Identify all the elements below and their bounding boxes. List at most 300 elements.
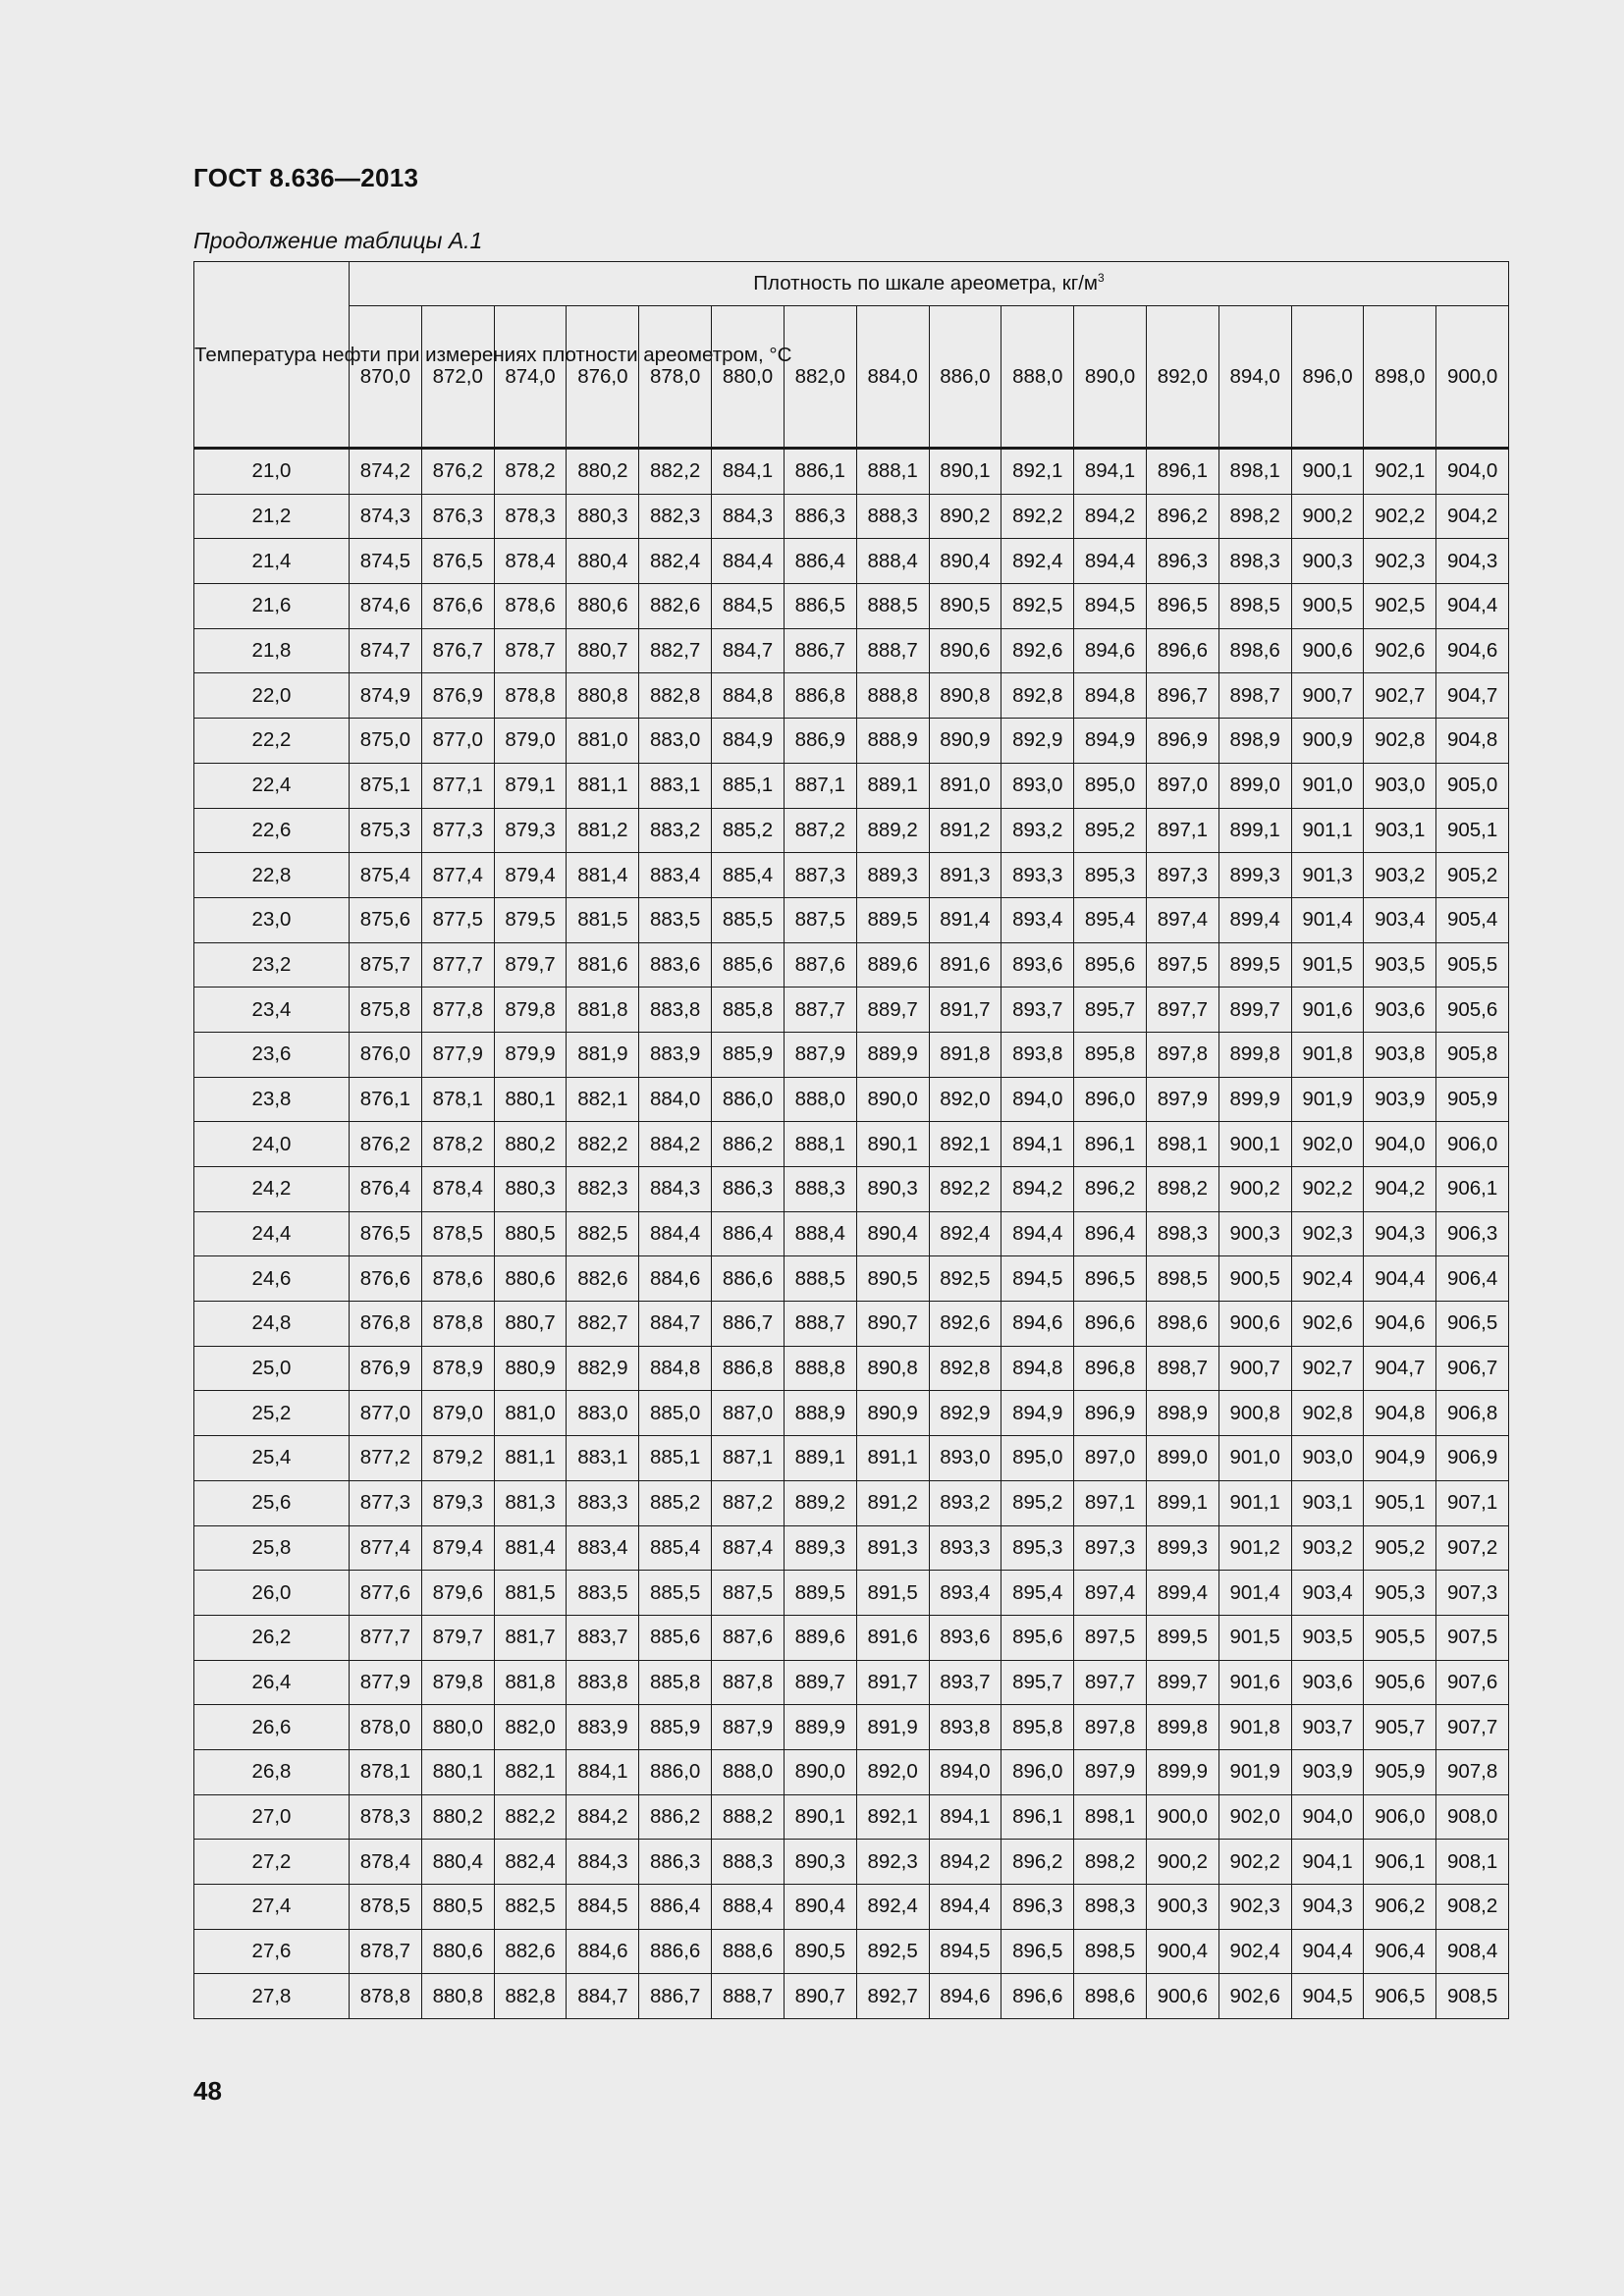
density-cell: 890,6 — [929, 628, 1001, 673]
density-cell: 888,7 — [856, 628, 929, 673]
density-cell: 894,9 — [1074, 719, 1147, 764]
density-cell: 880,5 — [494, 1211, 567, 1256]
density-cell: 902,3 — [1364, 539, 1436, 584]
density-cell: 880,0 — [421, 1705, 494, 1750]
density-cell: 882,3 — [639, 494, 712, 539]
density-cell: 894,6 — [1074, 628, 1147, 673]
density-cell: 888,1 — [784, 1122, 856, 1167]
density-cell: 886,4 — [712, 1211, 785, 1256]
density-cell: 884,5 — [567, 1885, 639, 1930]
density-cell: 904,7 — [1436, 673, 1509, 719]
table-row — [194, 1211, 1509, 1256]
density-cell: 881,6 — [567, 942, 639, 988]
density-cell: 882,8 — [639, 673, 712, 719]
density-cell: 893,0 — [929, 1436, 1001, 1481]
density-cell: 902,0 — [1291, 1122, 1364, 1167]
density-cell: 899,7 — [1146, 1660, 1218, 1705]
density-cell: 876,5 — [421, 539, 494, 584]
density-cell: 888,5 — [856, 584, 929, 629]
density-cell: 890,4 — [784, 1885, 856, 1930]
density-cell: 899,3 — [1218, 853, 1291, 898]
density-cell: 892,9 — [929, 1391, 1001, 1436]
temperature-cell: 21,0 — [194, 449, 350, 495]
density-cell: 892,6 — [929, 1302, 1001, 1347]
density-cell: 891,3 — [856, 1525, 929, 1571]
density-cell: 886,2 — [712, 1122, 785, 1167]
density-cell: 877,7 — [350, 1615, 422, 1660]
density-cell: 899,9 — [1146, 1749, 1218, 1794]
density-cell: 899,9 — [1218, 1077, 1291, 1122]
density-cell: 895,6 — [1001, 1615, 1074, 1660]
density-cell: 880,1 — [494, 1077, 567, 1122]
density-cell: 901,0 — [1291, 763, 1364, 808]
density-cell: 888,6 — [712, 1929, 785, 1974]
header-row-top — [194, 262, 1509, 306]
temperature-cell: 24,2 — [194, 1167, 350, 1212]
table-row — [194, 1256, 1509, 1302]
density-cell: 879,3 — [421, 1480, 494, 1525]
density-cell: 895,7 — [1074, 988, 1147, 1033]
density-cell: 897,4 — [1146, 897, 1218, 942]
density-cell: 877,8 — [421, 988, 494, 1033]
density-column-header: 876,0 — [567, 306, 639, 449]
density-cell: 906,9 — [1436, 1436, 1509, 1481]
density-cell: 880,7 — [494, 1302, 567, 1347]
density-cell: 877,9 — [350, 1660, 422, 1705]
density-cell: 887,1 — [712, 1436, 785, 1481]
density-cell: 903,4 — [1291, 1571, 1364, 1616]
density-cell: 894,8 — [1001, 1346, 1074, 1391]
table-row — [194, 1480, 1509, 1525]
density-cell: 902,2 — [1364, 494, 1436, 539]
density-cell: 894,1 — [1074, 449, 1147, 495]
density-cell: 891,7 — [929, 988, 1001, 1033]
density-cell: 894,1 — [929, 1794, 1001, 1840]
density-cell: 908,1 — [1436, 1840, 1509, 1885]
density-cell: 904,9 — [1364, 1436, 1436, 1481]
density-cell: 893,0 — [1001, 763, 1074, 808]
density-cell: 890,1 — [929, 449, 1001, 495]
density-cell: 886,2 — [639, 1794, 712, 1840]
density-cell: 881,4 — [567, 853, 639, 898]
density-cell: 892,6 — [1001, 628, 1074, 673]
density-cell: 900,6 — [1218, 1302, 1291, 1347]
density-cell: 884,2 — [567, 1794, 639, 1840]
density-cell: 894,9 — [1001, 1391, 1074, 1436]
temperature-cell: 25,8 — [194, 1525, 350, 1571]
density-cell: 876,9 — [350, 1346, 422, 1391]
density-cell: 890,3 — [784, 1840, 856, 1885]
density-cell: 892,4 — [1001, 539, 1074, 584]
density-cell: 896,7 — [1146, 673, 1218, 719]
density-cell: 881,7 — [494, 1615, 567, 1660]
density-cell: 876,2 — [421, 449, 494, 495]
density-cell: 896,1 — [1074, 1122, 1147, 1167]
density-cell: 881,2 — [567, 808, 639, 853]
density-cell: 891,0 — [929, 763, 1001, 808]
density-cell: 887,5 — [784, 897, 856, 942]
density-cell: 880,6 — [567, 584, 639, 629]
density-cell: 875,1 — [350, 763, 422, 808]
density-cell: 883,8 — [639, 988, 712, 1033]
density-cell: 898,5 — [1074, 1929, 1147, 1974]
density-cell: 891,2 — [929, 808, 1001, 853]
density-cell: 894,5 — [1001, 1256, 1074, 1302]
density-cell: 897,4 — [1074, 1571, 1147, 1616]
density-cell: 890,0 — [856, 1077, 929, 1122]
density-cell: 902,0 — [1218, 1794, 1291, 1840]
density-cell: 888,3 — [856, 494, 929, 539]
density-cell: 878,6 — [494, 584, 567, 629]
density-cell: 875,0 — [350, 719, 422, 764]
density-cell: 879,2 — [421, 1436, 494, 1481]
density-cell: 902,3 — [1291, 1211, 1364, 1256]
temperature-cell: 25,6 — [194, 1480, 350, 1525]
density-cell: 902,4 — [1291, 1256, 1364, 1302]
density-cell: 881,8 — [567, 988, 639, 1033]
density-cell: 897,8 — [1074, 1705, 1147, 1750]
density-cell: 896,6 — [1146, 628, 1218, 673]
density-cell: 891,2 — [856, 1480, 929, 1525]
density-cell: 884,7 — [567, 1974, 639, 2019]
temperature-cell: 26,6 — [194, 1705, 350, 1750]
density-cell: 901,8 — [1291, 1032, 1364, 1077]
temperature-cell: 27,8 — [194, 1974, 350, 2019]
density-cell: 906,3 — [1436, 1211, 1509, 1256]
density-cell: 890,3 — [856, 1167, 929, 1212]
density-cell: 902,7 — [1291, 1346, 1364, 1391]
density-group-header — [350, 262, 1509, 306]
density-cell: 880,2 — [421, 1794, 494, 1840]
density-cell: 896,8 — [1074, 1346, 1147, 1391]
density-cell: 904,2 — [1364, 1167, 1436, 1212]
density-cell: 892,8 — [1001, 673, 1074, 719]
density-cell: 899,0 — [1146, 1436, 1218, 1481]
density-cell: 876,8 — [350, 1302, 422, 1347]
density-cell: 882,7 — [639, 628, 712, 673]
density-cell: 907,3 — [1436, 1571, 1509, 1616]
density-cell: 881,9 — [567, 1032, 639, 1077]
density-cell: 883,9 — [567, 1705, 639, 1750]
density-cell: 874,6 — [350, 584, 422, 629]
density-cell: 882,5 — [494, 1885, 567, 1930]
density-cell: 900,3 — [1291, 539, 1364, 584]
density-cell: 885,2 — [712, 808, 785, 853]
density-cell: 906,1 — [1364, 1840, 1436, 1885]
density-cell: 886,6 — [639, 1929, 712, 1974]
density-cell: 904,3 — [1364, 1211, 1436, 1256]
density-cell: 903,2 — [1364, 853, 1436, 898]
density-cell: 900,8 — [1218, 1391, 1291, 1436]
density-cell: 880,4 — [421, 1840, 494, 1885]
density-cell: 896,2 — [1074, 1167, 1147, 1212]
density-cell: 893,3 — [1001, 853, 1074, 898]
density-cell: 882,4 — [494, 1840, 567, 1885]
density-cell: 886,6 — [712, 1256, 785, 1302]
table-row — [194, 1167, 1509, 1212]
density-cell: 897,8 — [1146, 1032, 1218, 1077]
density-cell: 902,7 — [1364, 673, 1436, 719]
density-cell: 880,3 — [494, 1167, 567, 1212]
density-cell: 887,9 — [712, 1705, 785, 1750]
density-cell: 896,4 — [1074, 1211, 1147, 1256]
density-cell: 888,0 — [712, 1749, 785, 1794]
density-cell: 908,5 — [1436, 1974, 1509, 2019]
density-cell: 877,1 — [421, 763, 494, 808]
density-cell: 887,3 — [784, 853, 856, 898]
density-cell: 878,8 — [494, 673, 567, 719]
density-cell: 885,1 — [712, 763, 785, 808]
density-cell: 899,8 — [1146, 1705, 1218, 1750]
table-row — [194, 449, 1509, 495]
density-cell: 895,8 — [1001, 1705, 1074, 1750]
density-cell: 887,2 — [712, 1480, 785, 1525]
density-cell: 888,3 — [712, 1840, 785, 1885]
density-cell: 889,7 — [856, 988, 929, 1033]
density-cell: 889,2 — [856, 808, 929, 853]
density-cell: 900,1 — [1218, 1122, 1291, 1167]
temperature-cell: 26,2 — [194, 1615, 350, 1660]
density-cell: 881,5 — [494, 1571, 567, 1616]
density-cell: 896,6 — [1001, 1974, 1074, 2019]
density-cell: 893,4 — [929, 1571, 1001, 1616]
table-row — [194, 1974, 1509, 2019]
density-cell: 889,3 — [784, 1525, 856, 1571]
density-cell: 906,4 — [1436, 1256, 1509, 1302]
document-header: ГОСТ 8.636—2013 — [193, 163, 419, 192]
density-cell: 901,1 — [1291, 808, 1364, 853]
density-cell: 897,0 — [1146, 763, 1218, 808]
density-cell: 900,2 — [1146, 1840, 1218, 1885]
density-cell: 880,9 — [494, 1346, 567, 1391]
table-row — [194, 584, 1509, 629]
density-cell: 901,5 — [1291, 942, 1364, 988]
density-cell: 896,6 — [1074, 1302, 1147, 1347]
density-cell: 882,6 — [567, 1256, 639, 1302]
density-cell: 892,1 — [1001, 449, 1074, 495]
density-cell: 903,0 — [1364, 763, 1436, 808]
density-cell: 889,3 — [856, 853, 929, 898]
density-cell: 878,4 — [421, 1167, 494, 1212]
density-cell: 901,0 — [1218, 1436, 1291, 1481]
density-cell: 884,8 — [712, 673, 785, 719]
density-cell: 903,1 — [1364, 808, 1436, 853]
density-cell: 884,6 — [567, 1929, 639, 1974]
density-cell: 880,6 — [421, 1929, 494, 1974]
density-cell: 884,9 — [712, 719, 785, 764]
temperature-cell: 21,4 — [194, 539, 350, 584]
density-cell: 903,4 — [1364, 897, 1436, 942]
density-cell: 897,3 — [1074, 1525, 1147, 1571]
density-cell: 876,1 — [350, 1077, 422, 1122]
density-cell: 905,6 — [1436, 988, 1509, 1033]
density-cell: 898,5 — [1218, 584, 1291, 629]
density-cell: 902,8 — [1364, 719, 1436, 764]
density-cell: 888,2 — [712, 1794, 785, 1840]
density-cell: 879,4 — [421, 1525, 494, 1571]
density-column-header: 882,0 — [784, 306, 856, 449]
density-cell: 903,7 — [1291, 1705, 1364, 1750]
density-cell: 878,4 — [350, 1840, 422, 1885]
density-cell: 904,7 — [1364, 1346, 1436, 1391]
table-row — [194, 628, 1509, 673]
density-table — [193, 261, 1509, 2019]
table-caption: Продолжение таблицы А.1 — [193, 228, 483, 253]
density-cell: 890,9 — [856, 1391, 929, 1436]
density-column-header: 896,0 — [1291, 306, 1364, 449]
density-cell: 883,1 — [567, 1436, 639, 1481]
density-cell: 876,4 — [350, 1167, 422, 1212]
table-row — [194, 719, 1509, 764]
density-cell: 897,1 — [1074, 1480, 1147, 1525]
table-row — [194, 853, 1509, 898]
density-cell: 876,7 — [421, 628, 494, 673]
density-cell: 898,6 — [1074, 1974, 1147, 2019]
density-cell: 898,7 — [1146, 1346, 1218, 1391]
density-cell: 883,6 — [639, 942, 712, 988]
density-cell: 901,8 — [1218, 1705, 1291, 1750]
density-cell: 887,6 — [784, 942, 856, 988]
density-cell: 878,4 — [494, 539, 567, 584]
density-cell: 899,1 — [1146, 1480, 1218, 1525]
table-row — [194, 1660, 1509, 1705]
density-cell: 877,3 — [350, 1480, 422, 1525]
density-cell: 874,5 — [350, 539, 422, 584]
density-cell: 892,3 — [856, 1840, 929, 1885]
density-cell: 900,5 — [1291, 584, 1364, 629]
temperature-cell: 23,8 — [194, 1077, 350, 1122]
density-cell: 886,8 — [712, 1346, 785, 1391]
density-cell: 896,3 — [1146, 539, 1218, 584]
density-cell: 907,6 — [1436, 1660, 1509, 1705]
density-cell: 891,4 — [929, 897, 1001, 942]
table-row — [194, 1122, 1509, 1167]
density-cell: 899,4 — [1146, 1571, 1218, 1616]
density-cell: 888,7 — [712, 1974, 785, 2019]
density-cell: 894,1 — [1001, 1122, 1074, 1167]
density-cell: 879,5 — [494, 897, 567, 942]
density-cell: 883,4 — [639, 853, 712, 898]
density-cell: 895,2 — [1001, 1480, 1074, 1525]
temperature-cell: 25,4 — [194, 1436, 350, 1481]
density-cell: 883,9 — [639, 1032, 712, 1077]
table-row — [194, 1346, 1509, 1391]
density-cell: 879,1 — [494, 763, 567, 808]
density-cell: 901,4 — [1291, 897, 1364, 942]
density-cell: 896,2 — [1001, 1840, 1074, 1885]
density-cell: 883,7 — [567, 1615, 639, 1660]
table-row — [194, 673, 1509, 719]
density-cell: 898,3 — [1074, 1885, 1147, 1930]
density-cell: 906,5 — [1436, 1302, 1509, 1347]
density-cell: 892,2 — [1001, 494, 1074, 539]
density-cell: 878,1 — [350, 1749, 422, 1794]
density-column-header: 872,0 — [421, 306, 494, 449]
density-cell: 906,4 — [1364, 1929, 1436, 1974]
density-cell: 902,6 — [1364, 628, 1436, 673]
density-cell: 878,3 — [494, 494, 567, 539]
density-cell: 889,6 — [856, 942, 929, 988]
density-cell: 889,1 — [784, 1436, 856, 1481]
density-cell: 902,4 — [1218, 1929, 1291, 1974]
density-cell: 886,9 — [784, 719, 856, 764]
density-cell: 885,0 — [639, 1391, 712, 1436]
density-cell: 906,1 — [1436, 1167, 1509, 1212]
density-cell: 892,5 — [929, 1256, 1001, 1302]
density-cell: 886,4 — [639, 1885, 712, 1930]
density-cell: 898,6 — [1146, 1302, 1218, 1347]
table-row — [194, 1794, 1509, 1840]
density-cell: 897,7 — [1146, 988, 1218, 1033]
density-cell: 884,8 — [639, 1346, 712, 1391]
density-cell: 888,4 — [784, 1211, 856, 1256]
density-cell: 885,5 — [712, 897, 785, 942]
density-cell: 888,5 — [784, 1256, 856, 1302]
density-cell: 881,8 — [494, 1660, 567, 1705]
density-column-header: 880,0 — [712, 306, 785, 449]
density-cell: 898,7 — [1218, 673, 1291, 719]
density-cell: 903,6 — [1364, 988, 1436, 1033]
density-cell: 894,2 — [1001, 1167, 1074, 1212]
density-cell: 892,5 — [856, 1929, 929, 1974]
density-cell: 903,5 — [1364, 942, 1436, 988]
density-cell: 898,9 — [1218, 719, 1291, 764]
temperature-cell: 21,2 — [194, 494, 350, 539]
density-cell: 899,0 — [1218, 763, 1291, 808]
density-cell: 894,4 — [1001, 1211, 1074, 1256]
density-cell: 897,9 — [1074, 1749, 1147, 1794]
density-cell: 896,2 — [1146, 494, 1218, 539]
density-cell: 892,4 — [929, 1211, 1001, 1256]
density-cell: 903,2 — [1291, 1525, 1364, 1571]
density-cell: 887,2 — [784, 808, 856, 853]
density-cell: 881,1 — [494, 1436, 567, 1481]
temperature-cell: 25,2 — [194, 1391, 350, 1436]
density-cell: 894,6 — [929, 1974, 1001, 2019]
table-row — [194, 1929, 1509, 1974]
density-column-header: 888,0 — [1001, 306, 1074, 449]
density-cell: 893,2 — [1001, 808, 1074, 853]
density-cell: 882,8 — [494, 1974, 567, 2019]
density-cell: 899,3 — [1146, 1525, 1218, 1571]
density-cell: 905,8 — [1436, 1032, 1509, 1077]
density-cell: 888,4 — [712, 1885, 785, 1930]
density-cell: 894,0 — [929, 1749, 1001, 1794]
density-cell: 884,2 — [639, 1122, 712, 1167]
density-cell: 884,1 — [567, 1749, 639, 1794]
density-cell: 881,3 — [494, 1480, 567, 1525]
density-cell: 884,7 — [639, 1302, 712, 1347]
table-header — [194, 262, 1509, 449]
density-cell: 896,3 — [1001, 1885, 1074, 1930]
density-cell: 883,5 — [639, 897, 712, 942]
density-cell: 876,0 — [350, 1032, 422, 1077]
density-cell: 896,1 — [1001, 1794, 1074, 1840]
density-cell: 877,9 — [421, 1032, 494, 1077]
density-cell: 890,5 — [929, 584, 1001, 629]
density-cell: 883,8 — [567, 1660, 639, 1705]
density-cell: 895,6 — [1074, 942, 1147, 988]
density-cell: 884,3 — [639, 1167, 712, 1212]
density-cell: 904,0 — [1364, 1122, 1436, 1167]
density-cell: 876,2 — [350, 1122, 422, 1167]
density-cell: 874,7 — [350, 628, 422, 673]
density-cell: 892,5 — [1001, 584, 1074, 629]
density-cell: 896,9 — [1146, 719, 1218, 764]
density-cell: 889,9 — [856, 1032, 929, 1077]
density-cell: 900,3 — [1218, 1211, 1291, 1256]
density-cell: 891,6 — [929, 942, 1001, 988]
